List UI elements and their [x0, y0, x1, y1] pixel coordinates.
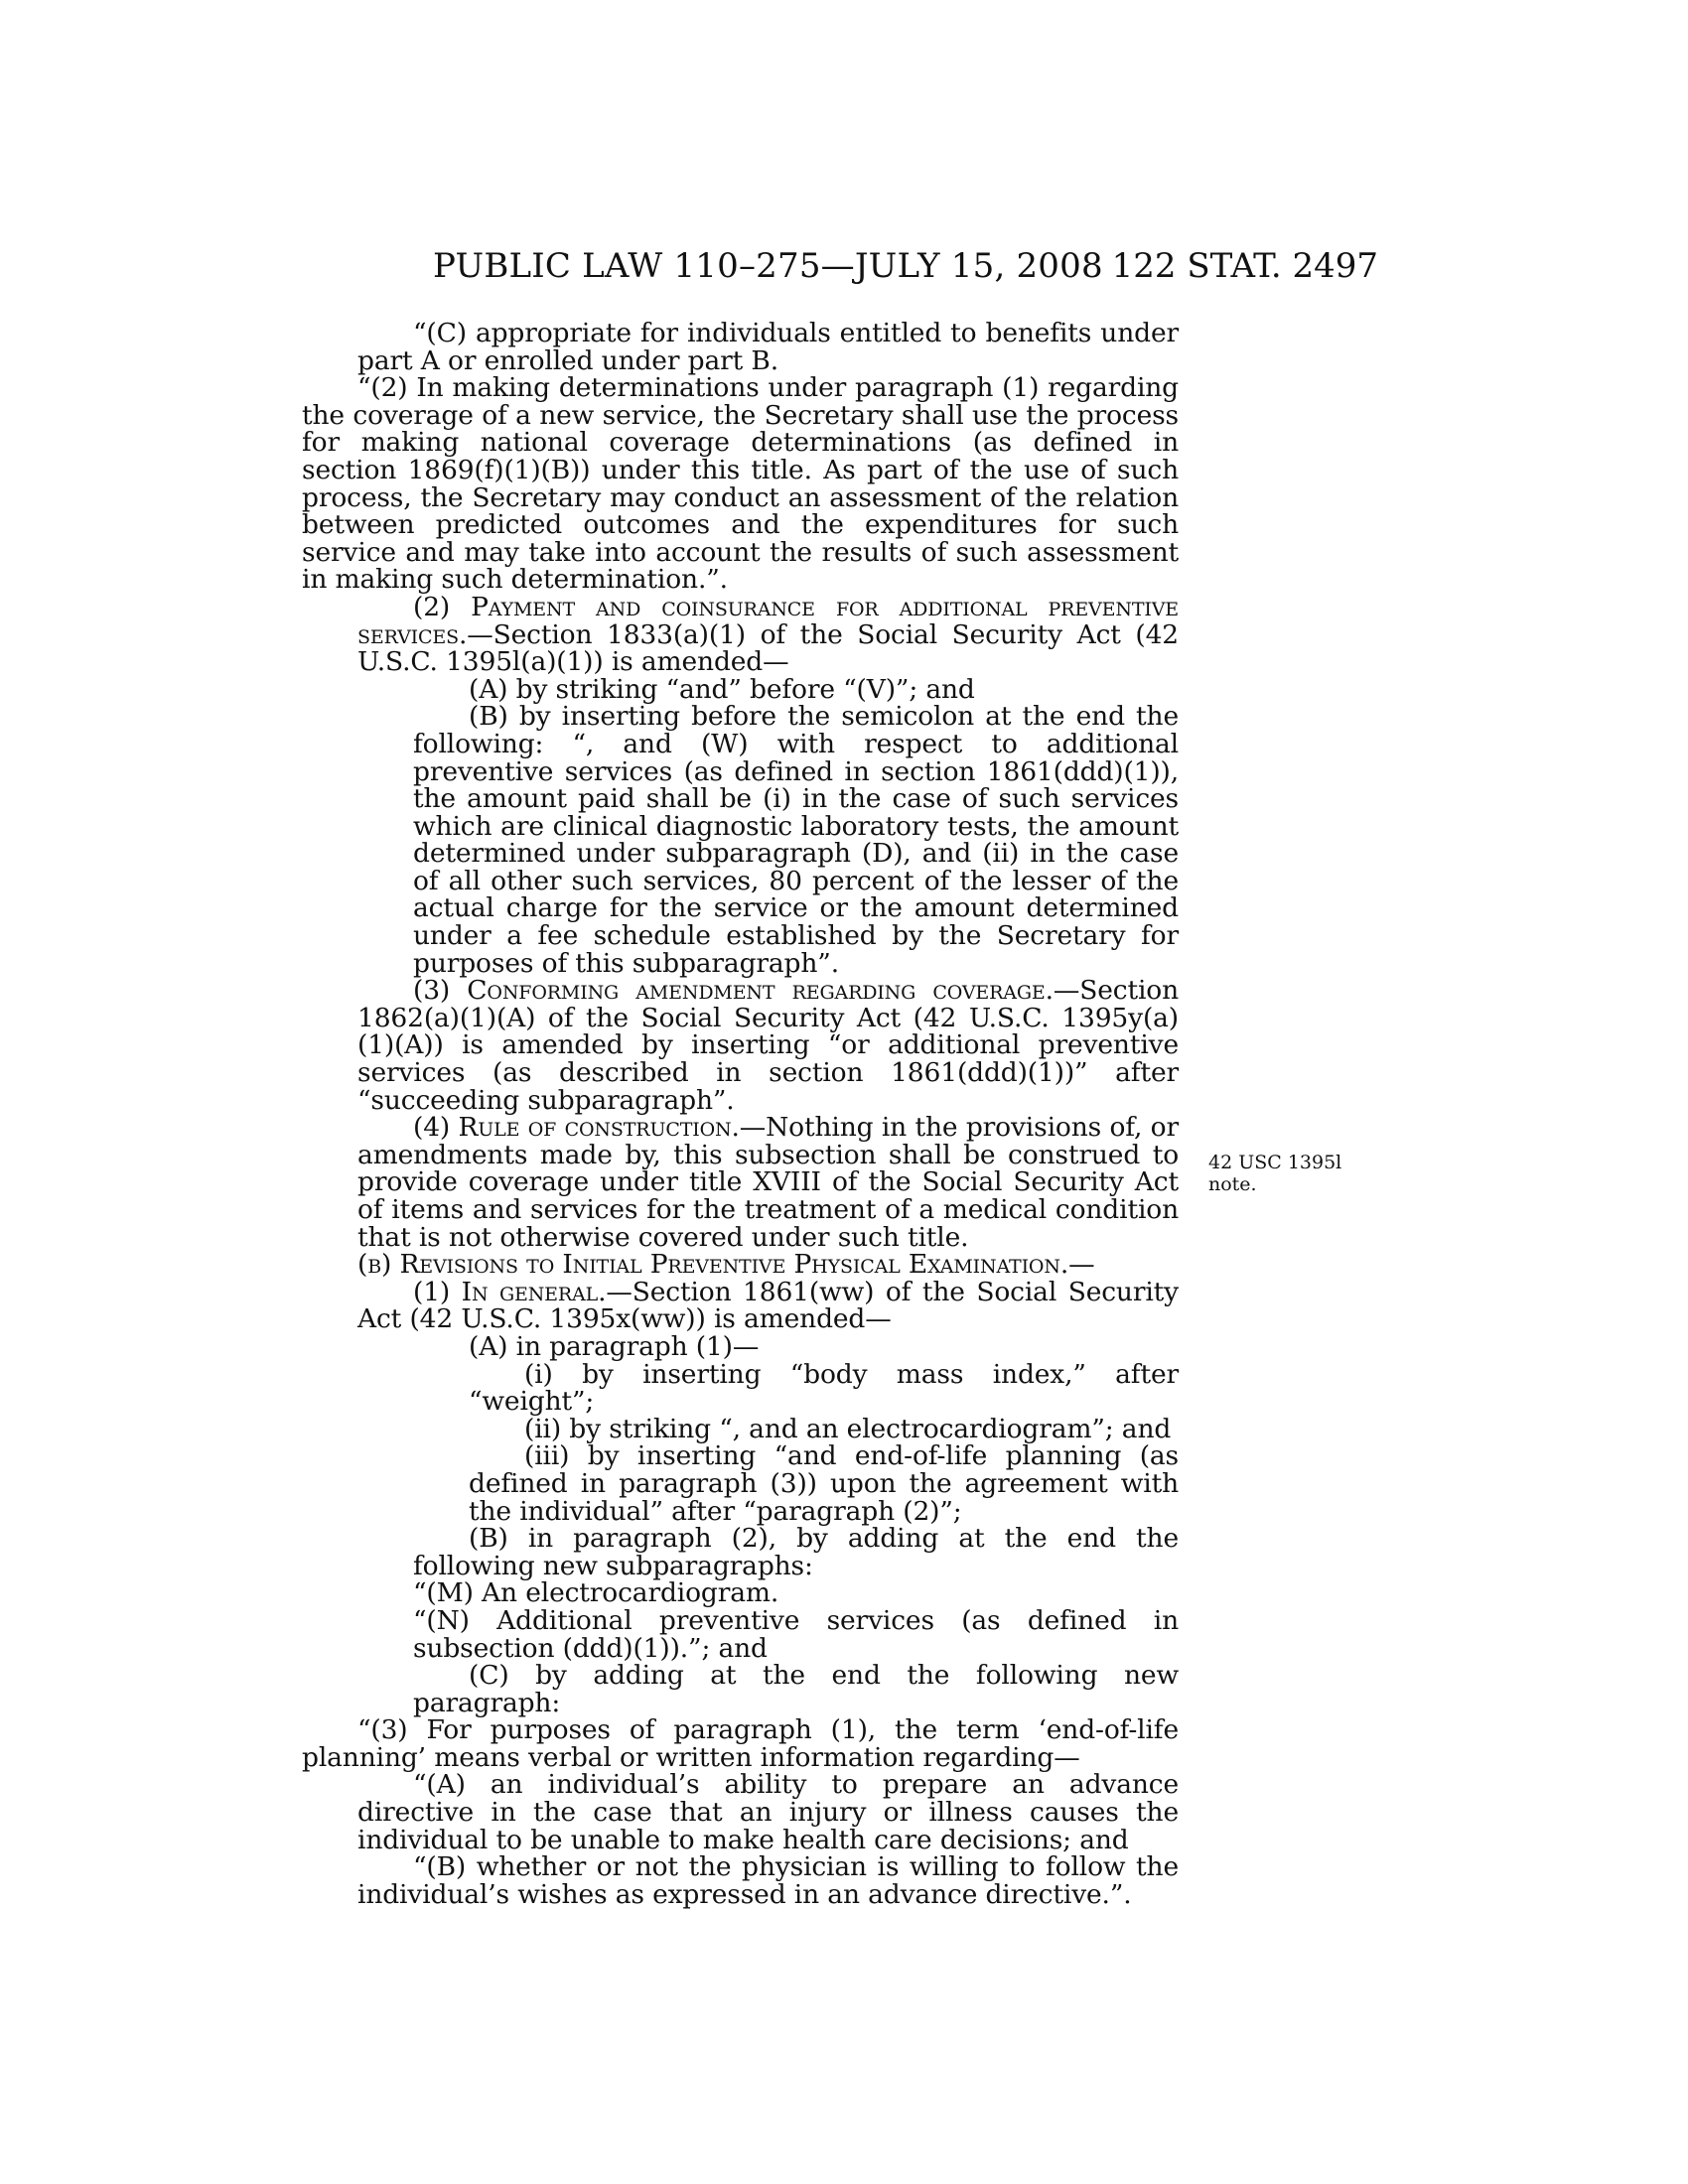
margin-note-line: note. [1208, 1173, 1257, 1195]
section-heading: (2) Payment and coinsurance for additional preventive services. [357, 591, 1179, 650]
section-heading: (4) Rule of construction. [413, 1112, 740, 1144]
section-heading: (3) Conforming amendment regarding coverage. [413, 975, 1054, 1007]
section-heading: (b) Revisions to Initial Preventive Physical Examination. [357, 1249, 1069, 1281]
clause-iii-end-of-life-planning: (iii) by inserting “and end-of-life planning (as defined in paragraph (3)) upon the agreement with the individual” after “paragraph (2)”; [469, 1440, 1179, 1527]
clause-b-physician-willing: “(B) whether or not the physician is willing to follow the individual’s wishes as expressed in an advance directive.”. [357, 1851, 1179, 1910]
section-heading: (1) In general. [413, 1276, 607, 1307]
paragraph-3-conforming-amendment [302, 977, 1179, 1114]
clause-a-advance-directive: “(A) an individual’s ability to prepare an advance directive in the case that an injury or illness causes the individual to be unable to make health care decisions; and [357, 1769, 1179, 1855]
clause-i-body-mass-index: (i) by inserting “body mass index,” after “weight”; [469, 1358, 1179, 1418]
subparagraph-a-paragraph-1: (A) in paragraph (1)— [469, 1330, 760, 1362]
paragraph-3-end-of-life-definition: “(3) For purposes of paragraph (1), the term ‘end-of-life planning’ means verbal or written information regarding— [302, 1714, 1179, 1773]
subparagraph-a-striking: (A) by striking “and” before “(V)”; and [469, 673, 975, 705]
running-header-page-number: 122 STAT. 2497 [1111, 246, 1378, 286]
paragraph-c-appropriate: “(C) appropriate for individuals entitled to benefits under part A or enrolled under part B. [357, 318, 1179, 376]
subparagraph-n-additional-preventive: “(N) Additional preventive services (as defined in subsection (ddd)(1)).”; and [413, 1604, 1179, 1664]
subparagraph-c-new-paragraph: (C) by adding at the end the following new paragraph: [413, 1660, 1179, 1718]
margin-note-usc-citation [1208, 1152, 1367, 1195]
paragraph-4-rule-of-construction [302, 1114, 1179, 1251]
subparagraph-b-inserting: (B) by inserting before the semicolon at the end the following: “, and (W) with respect to additional preventive services (as defined in section 1861(ddd)(1)), the amount paid shall be (i) in the case of such services which are clinical diagnostic laboratory tests, the amount determined under subparagraph (D), and (ii) in the case of all other such services, 80 percent of the lesser of the actual charge for the service or the amount determined under a fee schedule established by the Secretary for purposes of this subparagraph”. [413, 701, 1179, 979]
section-text: —Section 1861(ww) of the Social Security Act (42 U.S.C. 1395x(ww)) is amended— [357, 1276, 1179, 1335]
paragraph-1-in-general [302, 1276, 1179, 1335]
subsection-b-revisions [302, 1251, 1179, 1279]
running-header-title: PUBLIC LAW 110–275—JULY 15, 2008 [433, 246, 1103, 286]
margin-note-line: 42 USC 1395l [1208, 1152, 1342, 1173]
paragraph-2-payment-coinsurance [302, 591, 1179, 678]
section-text: — [1068, 1249, 1095, 1281]
subparagraph-b-paragraph-2: (B) in paragraph (2), by adding at the end the following new subparagraphs: [413, 1523, 1179, 1581]
paragraph-2-determinations: “(2) In making determinations under paragraph (1) regarding the coverage of a new service, the Secretary shall use the process for making national coverage determinations (as defined in section 1869(f)(1)(B)) under this title. As part of the use of such process, the Secretary may conduct an assessment of the relation between predicted outcomes and the expenditures for such service and may take into account the results of such assessment in making such determination.”. [302, 372, 1179, 596]
section-text: —Nothing in the provisions of, or amendments made by, this subsection shall be construed to provide coverage under title XVIII of the Social Security Act of items and services for the treatment of a medical condition that is not otherwise covered under such title. [357, 1112, 1179, 1253]
subparagraph-m-electrocardiogram: “(M) An electrocardiogram. [413, 1577, 779, 1609]
clause-ii-electrocardiogram: (ii) by striking “, and an electrocardiogram”; and [524, 1413, 1172, 1444]
section-text: —Section 1833(a)(1) of the Social Security Act (42 U.S.C. 1395l(a)(1)) is amended— [357, 618, 1179, 678]
section-text: —Section 1862(a)(1)(A) of the Social Security Act (42 U.S.C. 1395y(a)(1)(A)) is amended by inserting “or additional preventive services (as described in section 1861(ddd)(1))” after “succeeding subparagraph”. [357, 975, 1179, 1116]
statute-body [302, 320, 1179, 1908]
